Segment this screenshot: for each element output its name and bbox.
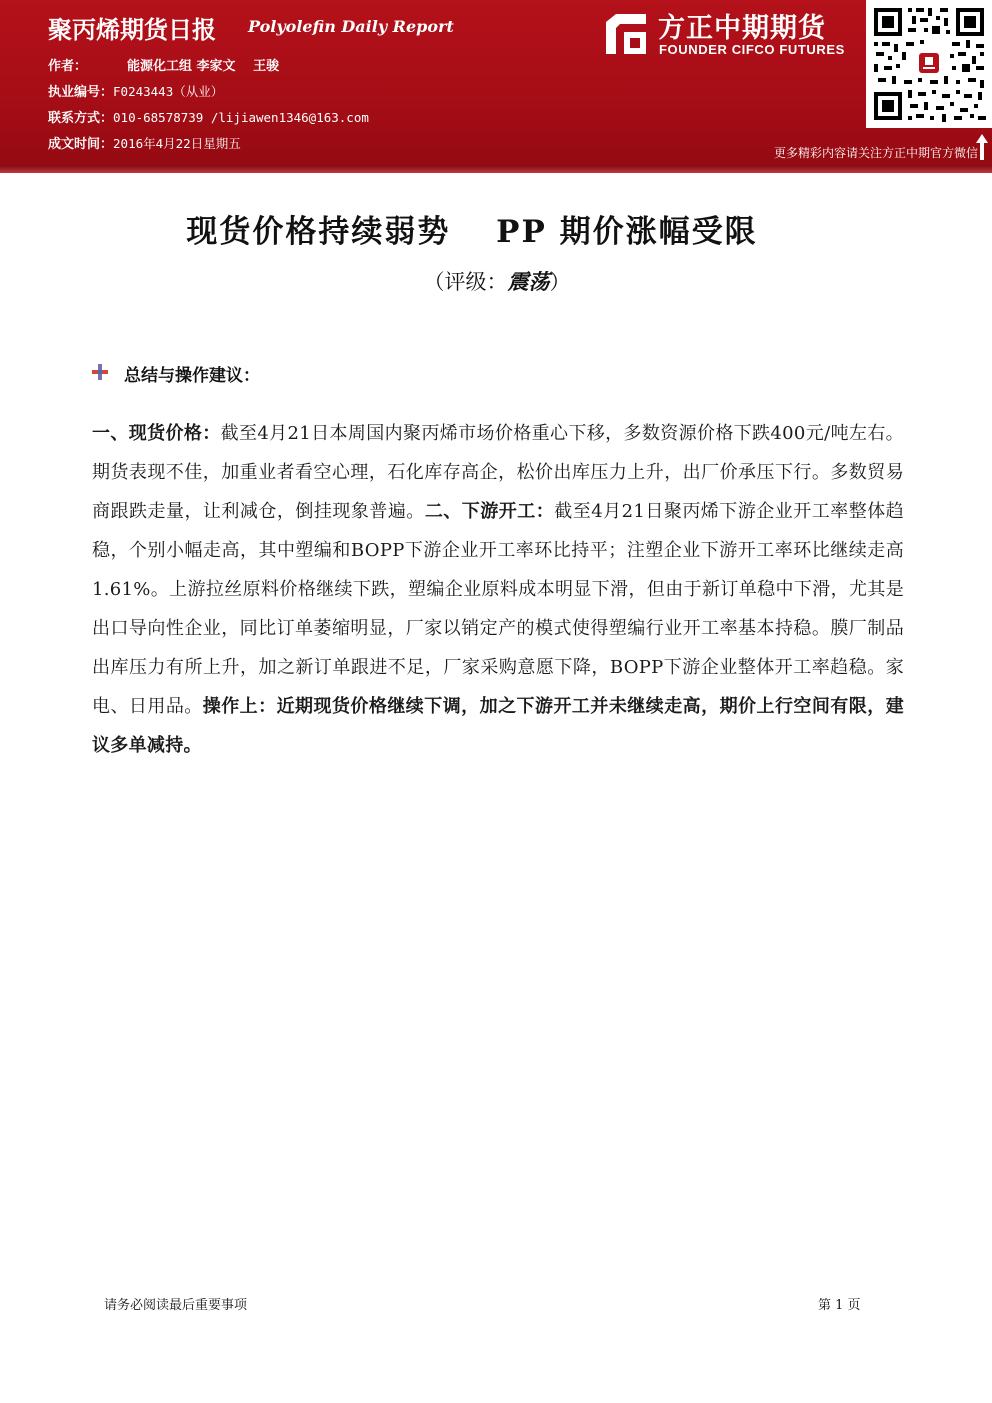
contact-row [48,107,369,126]
qr-code-icon [866,0,992,128]
operation-text: 近期现货价格继续下调，加之下游开工并未继续走高，期价上行空间有限，建议多单减持。 [92,696,904,756]
contact-label: 联系方式： [48,111,114,126]
license-value: F0243443（从业） [113,84,224,99]
header-divider [0,165,992,173]
spot-price-label: 一、现货价格： [92,423,221,444]
license-label: 执业编号： [48,85,114,100]
header-banner [0,0,992,165]
license-row [48,81,223,100]
company-name-cn: 方正中期期货 [658,13,826,44]
page-number: 第 1 页 [818,1298,861,1313]
report-headline: 现货价格持续弱势 PP 期价涨幅受限 [186,214,758,250]
author-label: 作者： [48,59,88,74]
follow-wechat-text: 更多精彩内容请关注方正中期官方微信 [773,146,978,160]
report-title-en: Polyolefin Daily Report [248,17,454,36]
author-value: 能源化工组 李家文 王骏 [127,59,280,74]
bullet-icon [92,364,108,380]
date-value: 2016年4月22日星期五 [113,136,241,151]
downstream-text: 截至4月21日聚丙烯下游企业开工率整体趋稳，个别小幅走高，其中塑编和BOPP下游企业开工率环比持平；注塑企业下游开工率环比继续走高1.61%。上游拉丝原料价格继续下跌，塑编企业原料成本明显下滑，但由于新订单稳中下滑，尤其是出口导向性企业，同比订单萎缩明显，厂家以销定产的模式使得塑编行业开工率基本持稳。膜厂制品出库压力有所上升，加之新订单跟进不足，厂家采购意愿下降，BOPP下游企业整体开工率趋稳。家电、日用品。 [92,501,904,717]
arrow-up-icon [975,133,989,161]
spot-price-text: 截至4月21日本周国内聚丙烯市场价格重心下移，多数资源价格下跌400元/吨左右。期货表现不佳，加重业者看空心理，石化库存高企，松价出库压力上升，出厂价承压下行。多数贸易商跟跌走量，让利减仓，倒挂现象普遍。 [92,423,904,522]
rating-label: （评级： [423,270,508,294]
date-label: 成文时间： [48,137,114,152]
report-title-cn: 聚丙烯期货日报 [48,16,216,44]
rating-value: 震荡 [507,269,550,294]
operation-label: 操作上： [202,696,277,717]
company-name-en: FOUNDER CIFCO FUTURES [659,42,845,57]
rating-close: ） [549,270,571,294]
rating-line [0,266,992,296]
downstream-label: 二、下游开工： [424,501,555,522]
section-heading: 总结与操作建议： [124,366,260,386]
footer-notice: 请务必阅读最后重要事项 [104,1298,248,1313]
summary-paragraph [92,414,904,765]
wechat-qr-code [866,0,992,128]
contact-value: 010-68578739 /lijiawen1346@163.com [113,110,369,125]
author-row [48,55,279,74]
founder-logo-icon [604,12,648,56]
date-row [48,133,241,152]
